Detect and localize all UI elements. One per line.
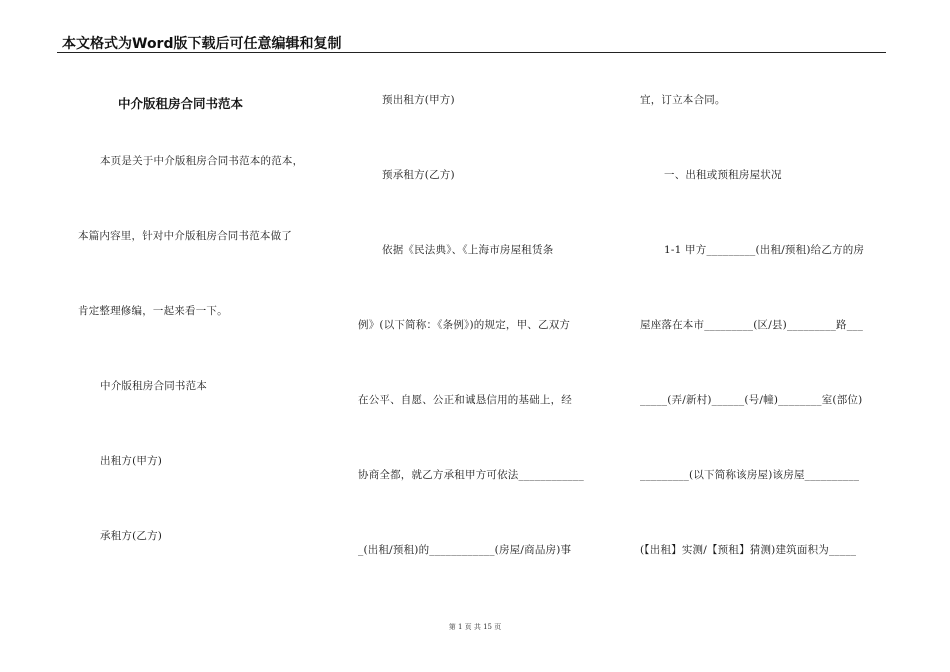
text-column-3: [638, 0, 886, 672]
page-indicator: 第 1 页 共 15 页: [448, 623, 502, 631]
paragraph-line: _____(弄/新村)______(号/幢)________室(部位): [640, 394, 863, 406]
paragraph-line: 本页是关于中介版租房合同书范本的范本，: [100, 155, 304, 167]
paragraph-line: 协商全都，就乙方承租甲方可依法____________: [358, 469, 584, 481]
paragraph-line: 宜，订立本合同。: [640, 94, 726, 106]
paragraph-line: 在公平、自愿、公正和诚恳信用的基础上，经: [358, 394, 572, 406]
paragraph-line: 屋座落在本市_________(区/县)_________路___: [640, 319, 864, 331]
paragraph-line: 例》(以下简称：《条例》)的规定，甲、乙双方: [358, 319, 571, 331]
text-column-1: [72, 0, 332, 672]
document-title: 中介版租房合同书范本: [118, 96, 244, 111]
contract-heading: 中介版租房合同书范本: [100, 380, 207, 392]
party-lessor-label: 出租方(甲方): [100, 455, 163, 467]
paragraph-line: 肯定整理修编，一起来看一下。: [78, 305, 228, 317]
text-column-2: [356, 0, 608, 672]
paragraph-line: _________(以下简称该房屋)该房屋__________: [640, 469, 860, 481]
paragraph-line: 依据《民法典》、《上海市房屋租赁条: [382, 244, 554, 256]
paragraph-line: 预出租方(甲方): [382, 94, 455, 106]
paragraph-line: 预承租方(乙方): [382, 169, 455, 181]
party-lessee-label: 承租方(乙方): [100, 530, 163, 542]
paragraph-line: _(出租/预租)的____________(房屋/商品房)事: [358, 544, 572, 556]
paragraph-line: 本篇内容里，针对中介版租房合同书范本做了: [78, 230, 292, 242]
section-heading: 一、出租或预租房屋状况: [664, 169, 782, 181]
paragraph-line: (【出租】实测/【预租】猜测)建筑面积为_____: [640, 544, 857, 556]
document-header-title: 本文格式为Word版下载后可任意编辑和复制: [62, 36, 342, 52]
paragraph-line: 1-1 甲方_________(出租/预租)给乙方的房: [664, 244, 865, 256]
